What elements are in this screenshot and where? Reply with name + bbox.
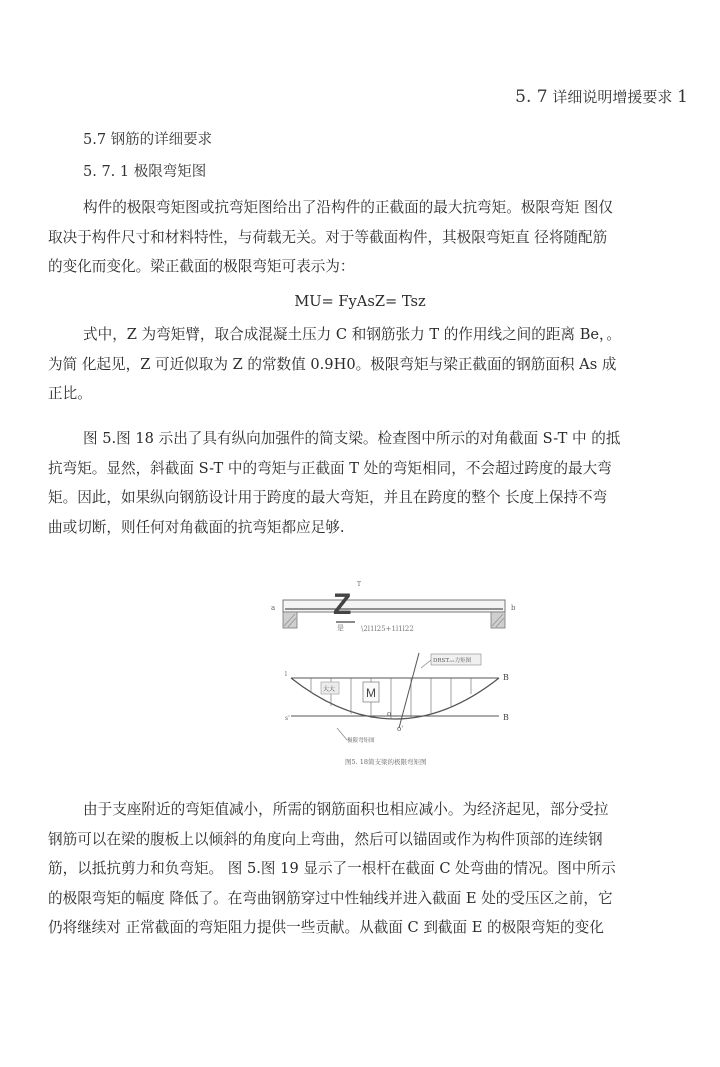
paragraph-line: 图 5.图 18 示出了具有纵向加强件的简支梁。检查图中所示的对角截面 S-T 中 的抵 <box>83 430 621 447</box>
paragraph-line: 矩。因此，如果纵向钢筋设计用于跨度的最大弯矩，并且在跨度的整个 长度上保持不弯 <box>48 489 608 506</box>
subsection-heading: 5. 7. 1 极限弯矩图 <box>83 164 207 180</box>
section-heading: 5.7 钢筋的详细要求 <box>83 132 213 148</box>
paragraph-line: 由于支座附近的弯矩值减小，所需的钢筋面积也相应减小。为经济起见，部分受拉 <box>83 801 609 818</box>
callout-bottom: 极限弯矩图 <box>347 738 375 744</box>
beam-body <box>283 600 505 612</box>
label-tiny: 大大 <box>323 686 336 693</box>
paragraph-line: 曲或切断，则任何对角截面的抗弯矩都应足够. <box>48 518 345 536</box>
figure-caption: 图5. 18简支梁的极限弯矩图 <box>345 758 427 766</box>
paragraph-line: 的变化而变化。梁正截面的极限弯矩可表示为： <box>48 258 355 275</box>
paragraph-line: 正比。 <box>48 385 92 402</box>
page-header <box>515 86 688 107</box>
label-o: o <box>387 710 392 718</box>
paragraph-line: 取决于构件尺寸和材料特性，与荷载无关。对于等截面构件，其极限弯矩直 径将随配筋 <box>48 228 608 246</box>
paragraph-line: 为简 化起见，Z 可近似取为 Z 的常数值 0.9H0。极限弯矩与梁正截面的钢筋面积 As 成 <box>48 355 617 373</box>
label-shi: 是 <box>337 624 344 632</box>
paragraph-4 <box>48 795 706 943</box>
label-b: b <box>511 604 516 612</box>
moment-formula: MU= FyAsZ= Tsz <box>294 293 426 310</box>
label-m: M <box>366 686 376 700</box>
paragraph-2 <box>48 320 706 409</box>
paragraph-line: 的极限弯矩的幅度 降低了。在弯曲钢筋穿过中性轴线并进入截面 E 处的受压区之前，它 <box>48 889 613 907</box>
callout-bottom-leader <box>337 728 347 740</box>
paragraph-line: 筋，以抵抗剪力和负弯矩。 图 5.图 19 显示了一根杆在截面 C 处弯曲的情况。图中所示 <box>48 860 616 877</box>
paragraph-line: 钢筋可以在梁的腹板上以倾斜的角度向上弯曲，然后可以锚固或作为构件顶部的连续钢 <box>48 830 603 848</box>
header-page-number: 1 <box>677 87 688 107</box>
paragraph-line: 抗弯矩。显然，斜截面 S-T 中的弯矩与正截面 T 处的弯矩相同，不会超过跨度的最大弯 <box>48 459 612 477</box>
beam-diagram-svg <box>263 578 523 773</box>
label-s: s' <box>285 715 290 722</box>
callout-top-leader <box>421 660 431 668</box>
label-b-top: B <box>503 673 509 682</box>
label-l: l <box>285 671 287 678</box>
label-o-prime: o' <box>397 725 404 733</box>
header-section-title: 详细说明增援要求 <box>552 88 673 106</box>
label-b-bottom: B <box>503 713 509 722</box>
paragraph-3 <box>48 424 706 542</box>
label-t: T <box>357 581 362 588</box>
paragraph-line: 仍将继续对 正常截面的弯矩阻力提供一些贡献。从截面 C 到截面 E 的极限弯矩的变化 <box>48 919 604 936</box>
bar-note: \2l1l25+1l1l22 <box>361 625 414 633</box>
callout-top: DRST.ₓₓ力矩图 <box>433 658 472 664</box>
header-section-number: 5. 7 <box>515 87 548 107</box>
paragraph-line: 式中，Z 为弯矩臂，取合成混凝土压力 C 和钢筋张力 T 的作用线之间的距离 Be，。 <box>83 326 621 343</box>
paragraph-line: 构件的极限弯矩图或抗弯矩图给出了沿构件的正截面的最大抗弯矩。极限弯矩 图仅 <box>83 199 614 216</box>
paragraph-1 <box>48 193 706 282</box>
label-z: Z <box>333 588 352 621</box>
label-a: a <box>271 604 276 612</box>
beam-moment-figure <box>263 578 523 773</box>
